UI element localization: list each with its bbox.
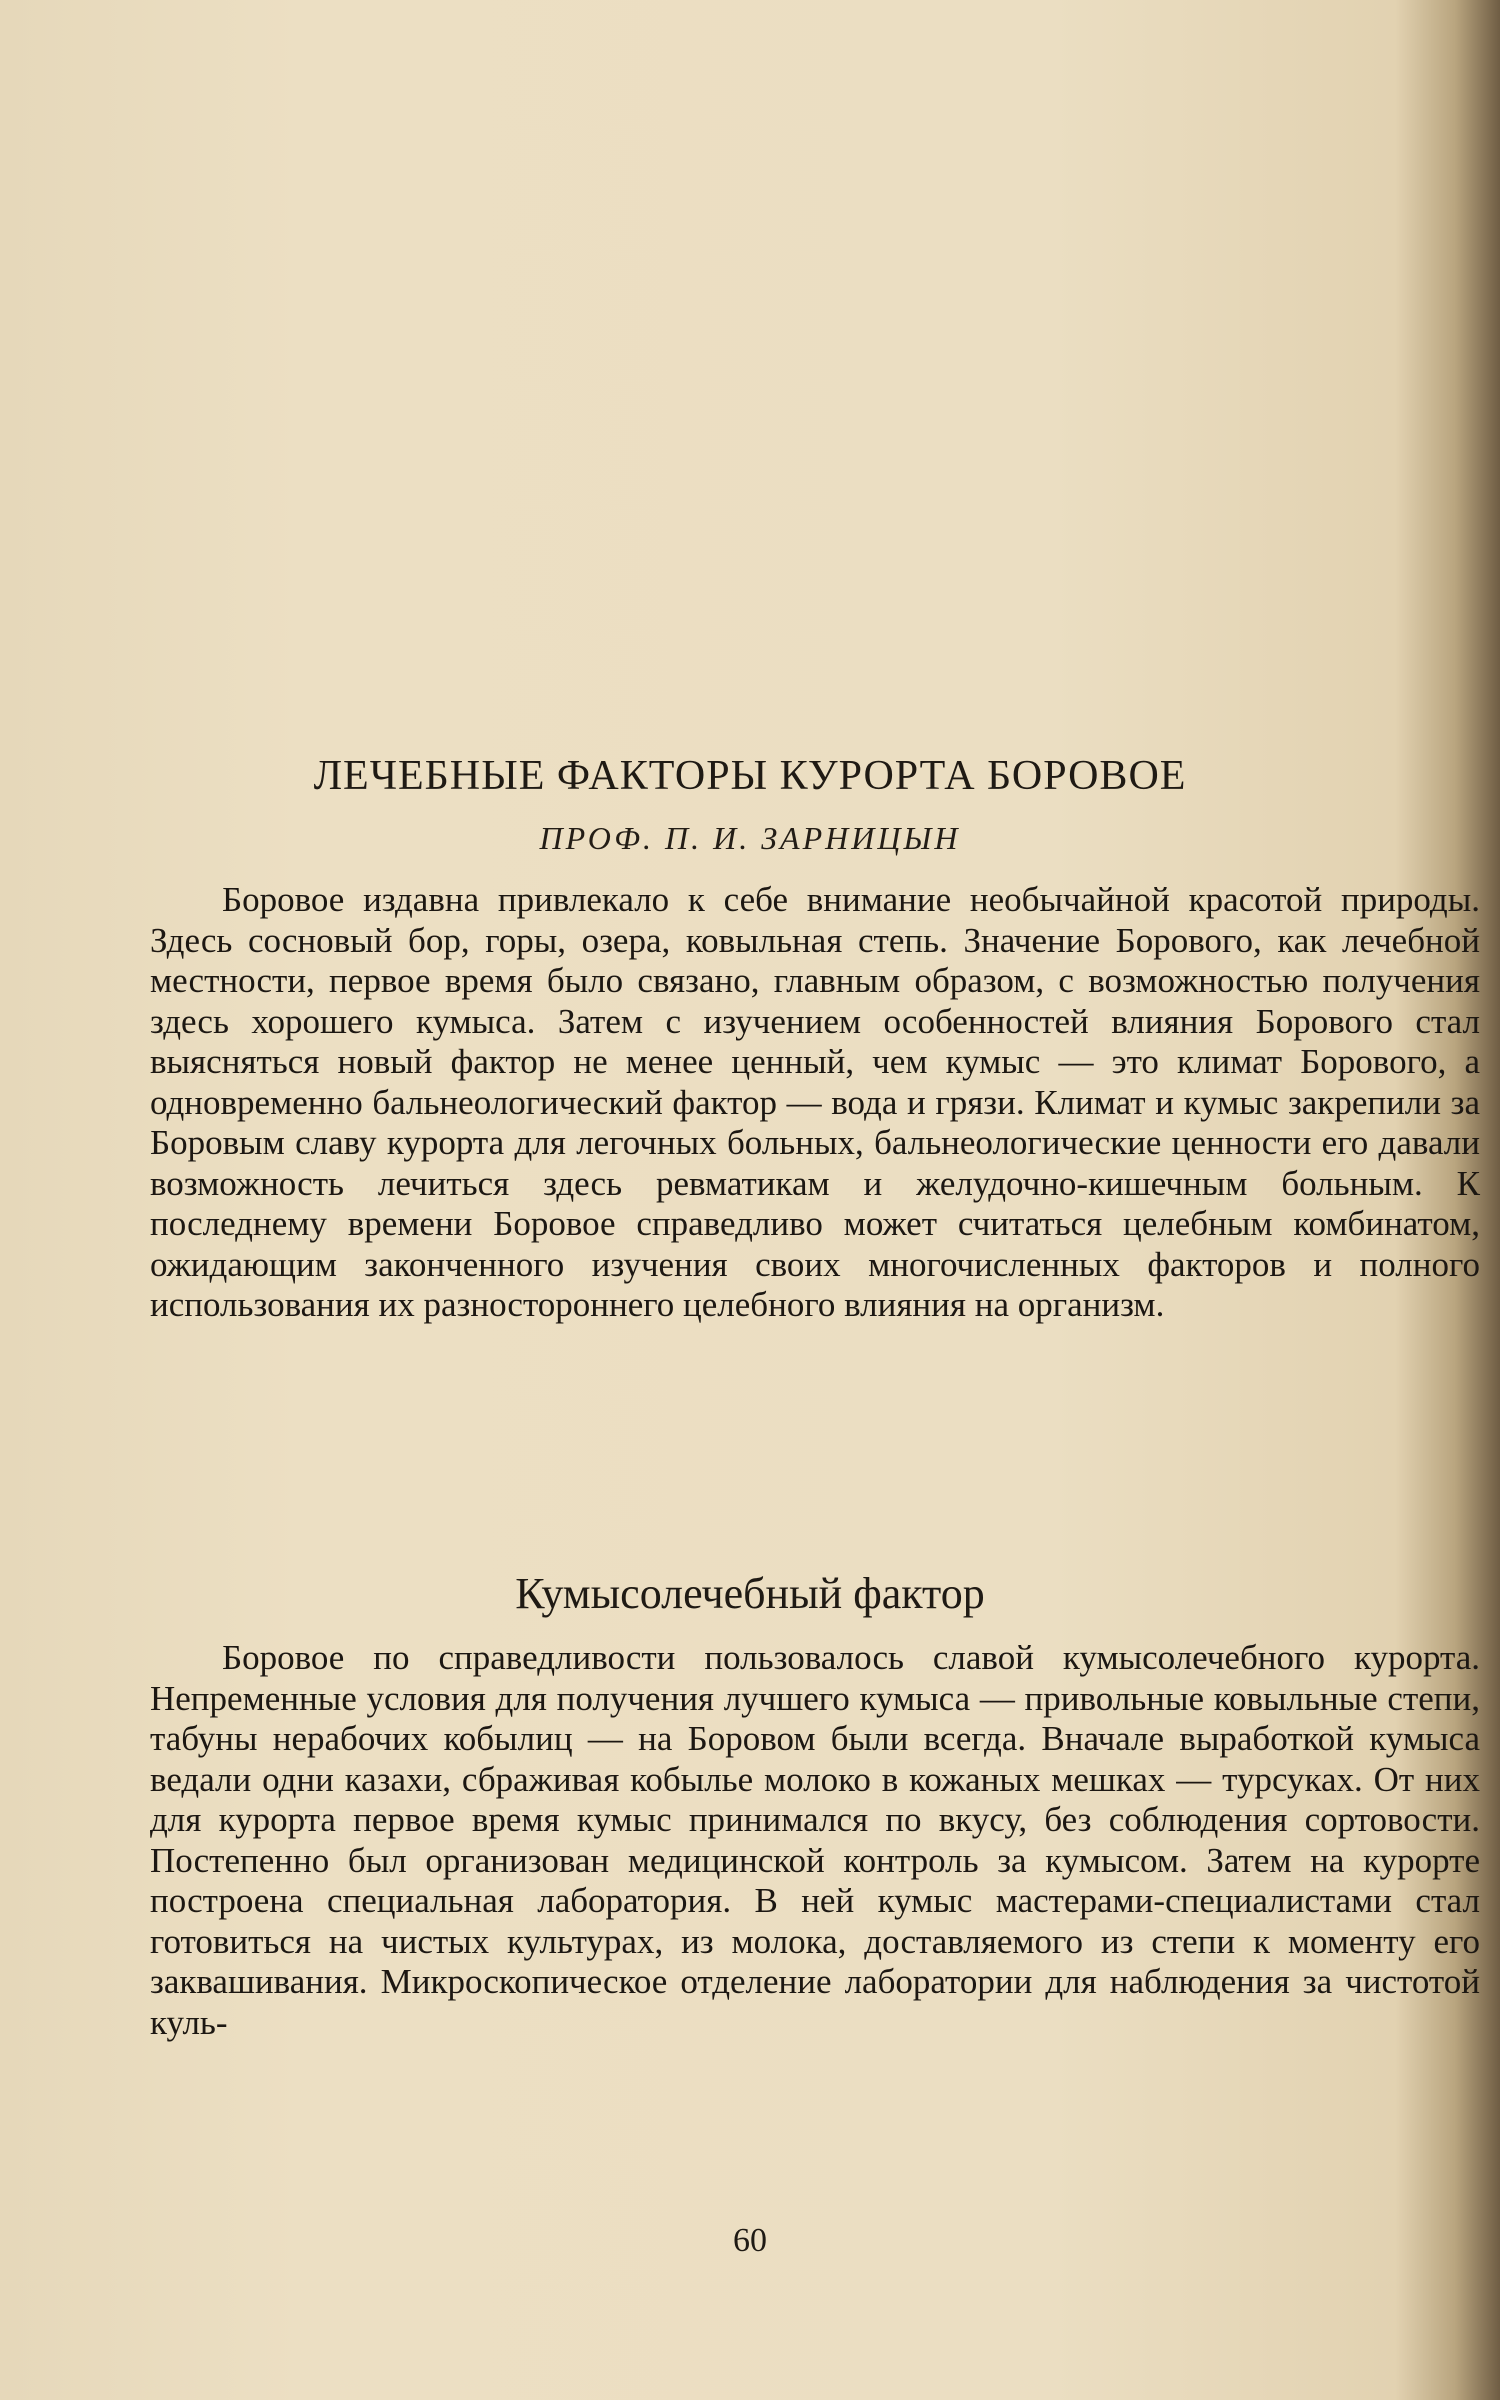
intro-paragraph: Боровое издавна привлекало к себе внимание необычайной красотой природы. Здесь сосновый бор, горы, озера, ковыльная степь. Значение Борового, как лечебной местности, первое время было связано, главным образом, с возможностью получения здесь хорошего кумыса. Затем с изучением особенностей влияния Борового стал выясняться новый фактор не менее ценный, чем кумыс — это климат Борового, а одновременно бальнеологический фактор — вода и грязи. Климат и кумыс закрепили за Боровым славу курорта для легочных больных, бальнеологические ценности его давали возможность лечиться здесь ревматикам и желудочно-кишечным больным. К последнему времени Боровое справедливо может считаться целебным комбинатом, ожидающим законченного изучения своих многочисленных факторов и полного использования их разностороннего целебного влияния на организм. — [150, 880, 1480, 1324]
article-title: ЛЕЧЕБНЫЕ ФАКТОРЫ КУРОРТА БОРОВОЕ — [313, 753, 1187, 799]
section-paragraph: Боровое по справедливости пользовалось славой кумысолечебного курорта. Непременные условия для получения лучшего кумыса — привольные ковыльные степи, табуны нерабочих кобылиц — на Боровом были всегда. Вначале выработкой кумыса ведали одни казахи, сбраживая кобылье молоко в кожаных мешках — турсуках. От них для курорта первое время кумыс принимался по вкусу, без соблюдения сортовости. Постепенно был организован медицинской контроль за кумысом. Затем на курорте построена специальная лаборатория. В ней кумыс мастерами-специалистами стал готовиться на чистых культурах, из молока, доставляемого из степи к моменту его заквашивания. Микроскопическое отделение лаборатории для наблюдения за чистотой куль- — [150, 1638, 1480, 2042]
article-author: ПРОФ. П. И. ЗАРНИЦЫН — [539, 820, 961, 856]
page-number: 60 — [733, 2222, 767, 2259]
section-heading: Кумысолечебный фактор — [515, 1569, 985, 1618]
